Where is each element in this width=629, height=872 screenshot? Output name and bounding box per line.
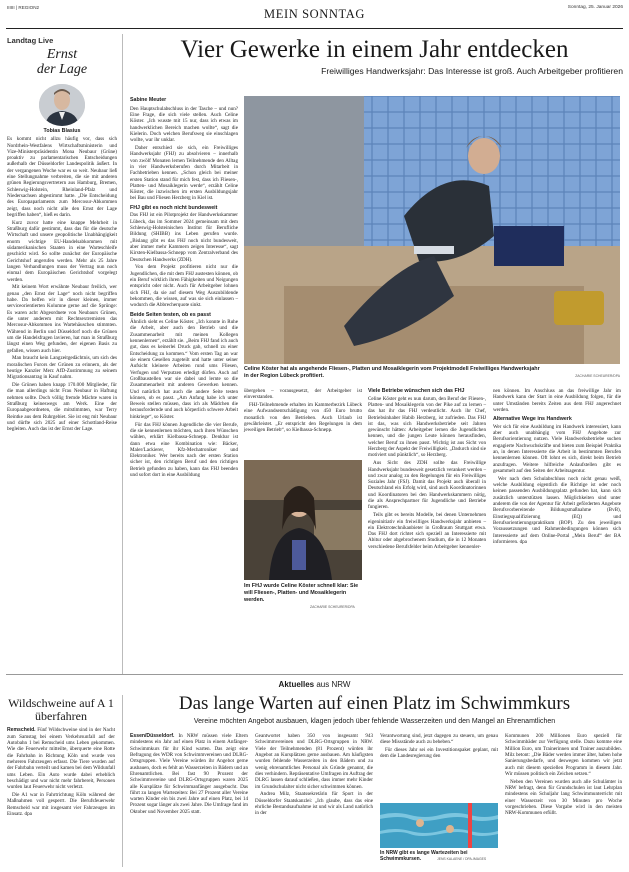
main-subheadline: Freiwilliges Handwerksjahr: Das Interesse ist groß. Auch Arbeitgeber profitieren — [321, 66, 623, 76]
article-paragraph: Aus Sicht des ZDH sollte das Freiwillige Handwerksjahr bundesweit gesetzlich verankert werden – und zwar analog zu den Regelungen für ein Freiwilliges Soziales Jahr (FSJ). Damit das Projekt auch überall in Deutschland ein Erfolg wird, sind auch Koordinatorinnen und Koordinatoren bei den Handwerkskammern nötig, die als Ansprechpartner für Jugendliche und Betriebe fungieren. — [368, 460, 486, 511]
sidebar-title-line2: der Lage — [36, 61, 88, 77]
article-text: Fünf Wildschweine sind in der Nacht zum Samstag bei einem Verkehrsunfall auf der Autobahn 1 bei Remscheid ums Leben gekommen. Wie die Feuerwehr mitteilte, überquerte eine Rotte die Fahrbahn in Richtung Köln und wurde von mehreren Fahrzeugen erfasst. Die Tiere wurden auf der Fahrbahn verteilt und kamen bei dem Wildunfall ums Leben. Ein Auto wurde dabei erheblich beschädigt und war nicht mehr fahrbereit, Personen wurden laut Feuerwehr nicht verletzt. — [7, 727, 115, 791]
article-paragraph: Neben den Vereinen wurden auch alle Schulämter in NRW befragt, denn für Grundschulen ist laut Lehrplan mindestens ein Schuljahr lang Schwimmunterricht mit einer Wasserzeit von 30 Minuten pro Woche vorgeschrieben. Diese Vorgabe wird in den meisten NRW-Kommunen erfüllt. — [505, 778, 622, 817]
article-paragraph: Für das FHJ können Jugendliche die vier Berufe, die sie kennenlernen möchten, nach ihren Wünschen wählen, erklärt Kielbassa-Schnepp. Denkbar ist dann etwa eine Kombination wie: Bäcker, Maler/Lackierer, Kfz-Mechatroniker und Elektroniker. Wer bereits nach der ersten Station sicher ist, den richtigen Beruf und den richtigen Betrieb gefunden zu haben, kann das FHJ beenden und sofort dort in eine Ausbildung — [130, 421, 238, 479]
sidebar-title-line1: Ernst — [46, 47, 78, 63]
dateline: Remscheid. — [7, 727, 36, 734]
article-paragraph: Von dem Projekt profitieren nicht nur die Jugendlichen, die mit dem FHJ austesten können, ob ein Beruf wirklich ihren Fähigkeiten und Neigungen entspricht oder nicht. Auch für Arbeitgeber lohnen sich FHJ, da sie auf diesem Weg Auszubildende bekommen, die wissen, auf was sie sich einlassen – wodurch die Abbrecherquote sinkt. — [130, 264, 238, 309]
secondary-photo-credit: ZACHARIE SCHEURER/DPA — [310, 605, 355, 609]
article-paragraph: Wer nach dem Schulabschluss noch nicht genau weiß, welche Ausbildung eigentlich die Richtige ist oder noch keinen passenden Ausbildungsplatz gefunden hat, kann sich zusätzlich unterstützen lassen. Möglichkeiten sind unter anderem die von der Agentur für Arbeit geförderten Angebote Berufsvorbereitende Bildungsmaßnahme (BvB), Einstiegsqualifizierung (EQ) und Berufsorientierungspraktikum (BOP). Zu den jeweiligen Voraussetzungen und Rahmenbedingungen können sich Interessierte auf dem Online-Portal „Mein Beruf“ der BA informieren. dpa — [493, 475, 621, 545]
article-paragraph: Teils gibt es bereits Modelle, bei denen Unternehmen eigeninitiativ ein freiwilliges Handwerksjahr anbieten – ein Elektrotechnikanbieter in Großraum Stuttgart etwa. Das FHJ dort richtet sich speziell an Interessierte mit Abitur oder abgebrochenem Studium, die in 12 Monaten verschiedene Berufsfelder beim Arbeitgeber kennenler- — [368, 512, 486, 550]
main-headline: Vier Gewerke in einem Jahr entdecken — [180, 36, 569, 63]
sidebar-paragraph: Es kommt nicht allzu häufig vor, dass sich Nordrhein-Westfalens Wirtschaftsministerin und Vize-Ministerpräsidentin Mona Neubaur (Grüne) proaktiv zu parlamentarischen Entscheidungen außerhalb der Düsseldorfer Landespolitik äußert. In der vergangenen Woche war es so weit. Neubaur ließ eine Stellungnahme verbreiten, die sie mit anderen grünen Regierungsvertretern aus Hamburg, Bremen, Schleswig-Holstein, Rheinland-Pfalz und Niedersachsen abgestimmt hatte. „Die Entscheidung des Europaparlaments zum Mercosur-Abkommen zeigt, dass noch nicht alle den Ernst der Lage begriffen haben“, hieß es darin. — [7, 136, 117, 218]
sidebar-text — [7, 136, 117, 432]
sidebar-paragraph: Man braucht kein Langzeitgedächtnis, um sich des moralischen Furors der Grünen zu erinnern, als der heutige Kanzler Merz AfD-Zustimmung zu seinem Migrationsantrag in Kauf nahm. — [7, 355, 117, 381]
bottom-left-headline: Wildschweine auf A 1 überfahren — [8, 696, 114, 724]
section-label-bold: Aktuelles — [278, 680, 315, 689]
section-rule — [6, 674, 623, 675]
pool-photo-credit: JENS KALAENE / DPA-IMAGES — [437, 857, 487, 861]
article-paragraph — [7, 727, 115, 790]
article-paragraph: Geantwortet haben 350 von insgesamt 943 Schwimmvereinen und DLRG-Ortsgruppen in NRW. Viele der Teilnehmenden (81 Prozent) würden ihr Angebot an Kursplätzen gerne ausbauen. Am häufigsten wurden fehlende Wasserzeiten in den Bädern und zu wenig ehrenamtliches Personal als Gründe genannt, die dies verhindern. Repräsentative Umfragen im Auftrag der DLRG lassen darauf schließen, dass immer mehr Kinder im Grundschulalter nicht sicher schwimmen können. — [255, 733, 373, 790]
main-photo-credit: ZACHARIE SCHEURER/DPA — [575, 374, 620, 378]
main-column-1 — [130, 97, 238, 480]
sidebar-paragraph: Mit keinem Wort erwähnte Neubaur freilich, wer genau „den Ernst der Lage“ noch nicht begriffen habe. Da helfen wir in dieser kleinen, immer serviceorientierten Kolumne gerne auf die Sprünge: Es waren acht Abgeordnete von Neubaurs Grünen, die unter anderem mit Rechtsextremisten das Mercosur-Abkommen ins Wartehäuschen stimmten. Während in Berlin und Düsseldorf noch die Grünen um die Handelsfragen lavieren, hat man in Straßburg längst einen Weg gefunden, der eigenen Basis zu gefallen, wissen auch hier. — [7, 284, 117, 354]
main-column-2 — [244, 388, 362, 435]
article-paragraph: Wer sich für eine Ausbildung im Handwerk interessiert, kann aber auch unabhängig vom FHJ Angebote zur Berufsorientierung nutzen. Viele Handwerksbetriebe suchen engagierte Nachwuchskräfte und bieten zum Beispiel Praktika an, in denen Interessierte die Arbeit in bestimmten Berufen kennenlernen können. Oft lohnt es sich, direkt beim Betrieb anzufragen. Weitere hilfreiche Anlaufstellen gibt es gesammelt auf den Seiten der Arbeitsagentur. — [493, 423, 621, 474]
bottom-left-text — [7, 727, 115, 817]
sidebar-paragraph: Kurz zuvor hatte eine knappe Mehrheit in Straßburg dafür gestimmt, dass das für die deutsche Wirtschaft und unsere geopolitische Unabhängigkeit enorm wichtige EU-Handelsabkommen mit südamerikanischen Staaten in eine Warteschleife geschickt wird. So sollte zunächst der Europäische Gerichtshof angerufen werden. Mehr als 25 Jahre langen Verhandlungen muss der Vertrag nun noch einmal dem Europäischen Gerichtshof vorgelegt werden. — [7, 219, 117, 283]
bottom-main-column-2 — [255, 733, 373, 818]
masthead-title: MEIN SONNTAG — [264, 7, 365, 21]
main-author: Sabine Meuter — [130, 97, 167, 103]
bottom-main-headline: Das lange Warten auf einen Platz im Schwimmkurs — [178, 693, 571, 714]
article-text: In NRW müssen viele Eltern mindestens ein Jahr auf einen Platz in einem Anfänger-Schwimmkurs für ihr Kind warten. Das zeigt eine Befragung des WDR von Schwimmvereinen und DLRG-Ortsgruppen. Viele Vereine würden ihr Angebot gerne ausbauen, doch es fehlt an Wasserzeiten in Bädern und an Ehrenamtlichen. Bei fast 90 Prozent der Schwimmvereine und DLRG-Ortsgruppen waren 2025 alle Kursplätze für Schwimmanfänger ausgebucht. Das führt zu langen Wartezeiten: Bei 27 Prozent aller Vereine warten Kinder ein bis zwei Jahre auf einen Platz, bei 14 Prozent sogar länger als zwei Jahre. Die Umfrage fand im Oktober und November 2025 statt. — [130, 733, 248, 815]
article-paragraph: Celine Köster geht es nun darum, den Beruf der Fliesen-, Platten- und Mosaiklegerin von der Pike auf zu lernen – das hat ihr das FHJ verdeutlicht. Auch ihr Chef, Betriebsinhaber Habib Herzberg, ist zufrieden. Das FHJ ist das, was sich Handwerksbetriebe seit Jahren gewünscht hätten: Arbeitgeber lernen die Jugendlichen kennen, und die jungen Leute können herausfinden, welcher Beruf zu ihnen passt. Wichtig ist aus Sicht von Herzberg der Aspekt der Freiwilligkeit. „Dadurch sind sie motiviert und pünktlich“, so Herzberg. — [368, 395, 486, 459]
sidebar-author: Tobias Blasius — [43, 127, 81, 134]
bottom-left-article — [7, 697, 115, 819]
main-photo-caption: Celine Köster hat als angehende Fliesen-, Platten und Mosaiklegerin vom Projektmodell Freiwilliges Handwerksjahr in der Region Lübeck profitiert. — [244, 366, 540, 379]
article-paragraph: Die A1 war in Fahrtrichtung Köln während der Maßnahmen voll gesperrt. Die Berufsfeuerwehr Remscheid war mit insgesamt vier Fahrzeugen im Einsatz. dpa — [7, 792, 115, 817]
section-label — [0, 680, 629, 690]
article-subheading: Beide Seiten testen, ob es passt — [130, 311, 211, 318]
main-photo — [244, 96, 620, 364]
article-subheading: FHJ gibt es noch nicht bundesweit — [130, 204, 218, 211]
secondary-photo-caption: Im FHJ wurde Celine Köster schnell klar: Sie will Fliesen-, Platten- und Mosaiklegerin werden. — [244, 583, 359, 603]
sidebar-kicker: Landtag Live — [7, 36, 54, 45]
secondary-photo — [244, 460, 362, 580]
article-paragraph: Das FHJ ist ein Pilotprojekt der Handwerkskammer Lübeck, das im Sommer 2024 gemeinsam mit dem Schleswig-Holsteinischen Institut für Berufliche Bildung (SHIBB) ins Leben gerufen wurde. „Bislang gibt es das FHJ noch nicht bundesweit, aber immer mehr Kammern zeigen Interesse“, sagt Kirsten-Kielbassa-Schnepp vom Zentralverband des Deutschen Handwerks (ZDH). — [130, 212, 238, 263]
author-portrait — [39, 84, 85, 126]
sidebar-column — [7, 36, 117, 434]
dateline: Essen/Düsseldorf. — [130, 733, 175, 739]
pool-photo-caption: In NRW gibt es lange Wartezeiten bei Schwimmkursen. — [380, 850, 468, 863]
article-paragraph: Für dieses Jahr sei ein Investitionspaket geplant, mit dem die Landesregierung den — [380, 747, 498, 760]
article-paragraph: Kommunen 200 Millionen Euro speziell für Schwimmbäder zur Verfügung stelle. Dazu komme eine Million Euro, um Trainerinnen und Trainer auszubilden. Milz betont: „Die Bäder werden immer älter, haben hohe Sanierungsbedarfe, und deswegen kommen wir jetzt auch mit diesem speziellen Programm in diesem Jahr. Wir müssen politisch ein Zeichen setzen.“ — [505, 733, 622, 777]
main-column-3 — [368, 388, 486, 552]
bottom-divider — [122, 695, 123, 867]
sidebar-divider — [122, 34, 123, 674]
tiler-photo-illustration — [244, 96, 620, 364]
masthead-rule — [6, 28, 623, 29]
article-paragraph: Andrea Milz, Staatssekretärin für Sport in der Düsseldorfer Staatskanzlei: „Ich glaube, dass das eine ehrliche Bestandsaufnahme ist und wir als Land natürlich in der — [255, 791, 373, 817]
pool-photo — [380, 803, 498, 848]
article-subheading: Alternative Wege ins Handwerk — [493, 416, 572, 423]
article-paragraph: FHJ-Teilnehmende erhalten im Kammerbezirk Lübeck eine Aufwandsentschädigung von 450 Euro brutto monatlich von den Betrieben. Auch Urlaub ist gewährleistet. „Er entspricht den Regelungen in dem jeweiligen Betrieb“, so Kielbassa-Schnepp. — [244, 402, 362, 434]
sidebar-paragraph: Die Grünen haben knapp 170.000 Mitglieder, für die man allerdings nicht Frau Neubaur in Haftung nehmen sollte. Doch völlig fremde Mächte waren in Straßburg keineswegs am Werk. Eine der Europaabgeordneten, die mitstimmten, war Terry Reintke aus dem Ruhrgebiet. Sie ist eng mit Neubaur und dürfte sich 2025 auf einer Schottland-Reise begleiten. Auch das ist der Ernst der Lage. — [7, 382, 117, 433]
article-paragraph: übergehen – vorausgesetzt, der Arbeitgeber ist einverstanden. — [244, 388, 362, 401]
article-subheading: Viele Betriebe wünschen sich das FHJ — [368, 388, 465, 394]
bottom-main-column-4 — [505, 733, 622, 818]
portrait-illustration — [39, 84, 85, 126]
main-column-4 — [493, 388, 621, 547]
bottom-main-column-3 — [380, 733, 498, 761]
bottom-main-column-1 — [130, 733, 248, 817]
article-paragraph: Den Hauptschulabschluss in der Tasche – und nun? Eine Frage, die sich viele stellen. Auch Celine Köster. „Ich wusste mit 15 nur, dass ich etwas im handwerklichen Bereich machen wollte“, sagt die Kielerin. Doch welchen Berufsweg sie einschlagen wollte, war ihr unklar. — [130, 105, 238, 144]
apprentice-photo-illustration — [244, 460, 362, 580]
section-label-rest: aus NRW — [314, 680, 351, 689]
bottom-main-subheadline: Vereine möchten Angebot ausbauen, klagen jedoch über fehlende Wasserzeiten und den Mangel an Ehrenamtlichen — [193, 718, 556, 725]
article-paragraph: Daher entschied sie sich, ein Freiwilliges Handwerksjahr (FHJ) zu absolvieren – innerhalb von zwölf Monaten lernen Teilnehmende den Alltag in vier Handwerksberufen durch Mitarbeit in Fachbetrieben kennen. „Schon gleich bei meiner ersten Station stand für mich fest, dass ich Fliesen-, Platten- und Mosaiklegerin werde“, erzählt Celine Köster, die inzwischen im ersten Ausbildungsjahr bei Bau und Fliesen Herzberg in Kiel ist. — [130, 144, 238, 202]
article-paragraph: Ähnlich sieht es Celine Köster. „Ich konnte in Ruhe die Arbeit, aber auch den Betrieb und die Zusammenarbeit mit meinen Kollegen kennenlernen“, erzählt sie. „Beim FHJ fand ich auch gut, dass es keinerlei Druck gab, schnell zu einer Entscheidung zu kommen.“ Vom ersten Tag an war sie einem Gesellen zugeteilt und hatte unter seiner Aufsicht kleinere Arbeiten rund ums Fliesen, Verfugen und Verputzen erledigt dürfen. Auch auf Großbaustellen war sie dabei und lernte so die Zusammenarbeit mit anderen Gewerken kennen. Und natürlich hat auch die andere Seite testen können, ob es passt. „Am Anfang habe ich unter Beweis stellen müssen, dass ich als Mädchen die herausfordernde und auch körperlich schwere Arbeit hinkriege“, so Köster. — [130, 319, 238, 420]
pool-photo-illustration — [380, 803, 498, 848]
sidebar-title — [7, 48, 117, 77]
article-paragraph: nen können. Im Anschluss an das freiwillige Jahr im Handwerk kann der Start in eine Ausbildung folgen, für die unter Umständen bereits Zeiten aus dem FHJ angerechnet werden. — [493, 388, 621, 413]
article-paragraph — [130, 733, 248, 815]
masthead-date: Sonntag, 25. Januar 2026 — [567, 5, 623, 10]
masthead-left: IIIIII | REGION2 — [7, 5, 40, 10]
article-paragraph: Verantwortung sind, jetzt dagegen zu steuern, um genau diese Missstände auch zu beheben.“ — [380, 733, 498, 746]
